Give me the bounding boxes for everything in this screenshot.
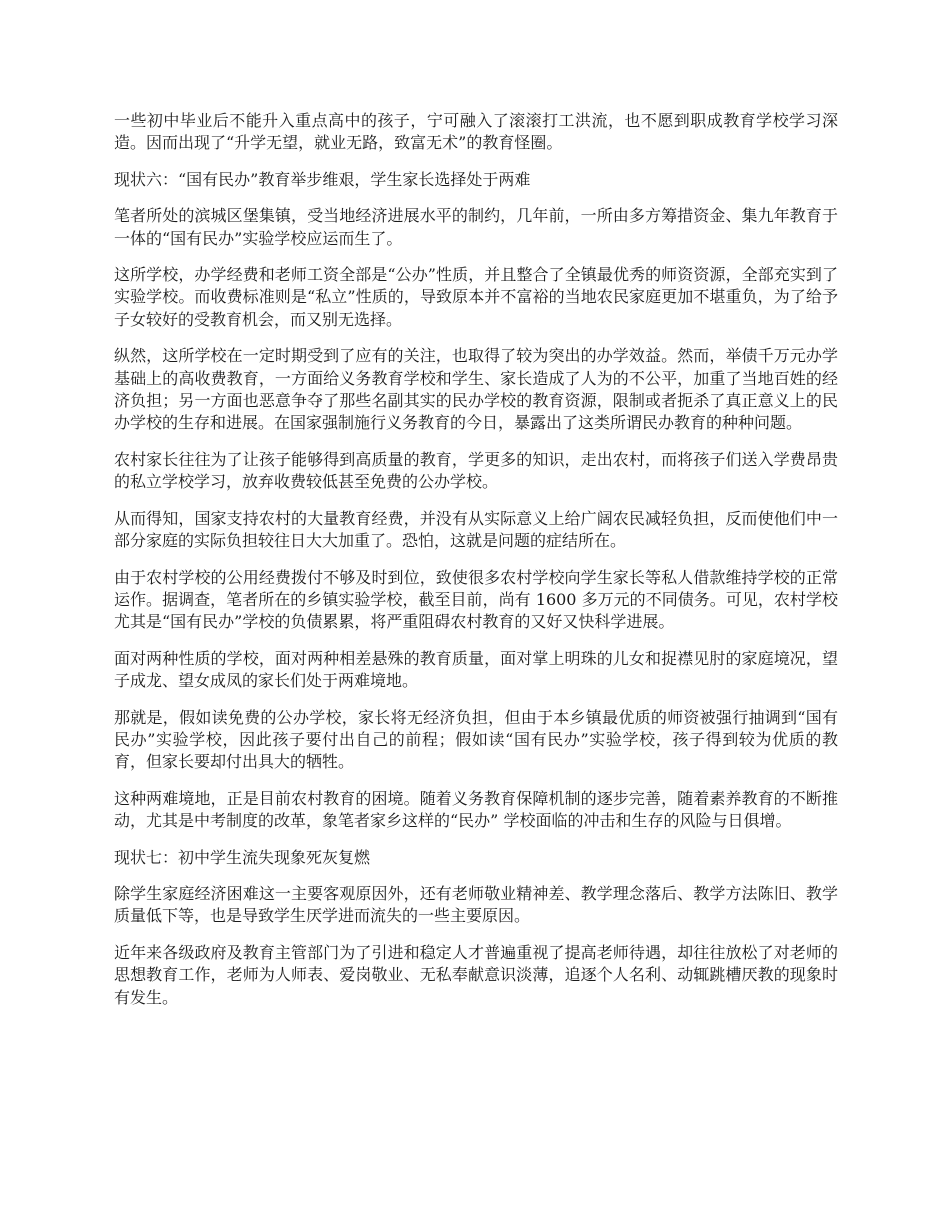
paragraph: 农村家长往往为了让孩子能够得到高质量的教育，学更多的知识，走出农村，而将孩子们送入学费昂贵的私立学校学习，放弃收费较低甚至免费的公办学校。	[114, 449, 838, 492]
section-heading: 现状七：初中学生流失现象死灰复燃	[114, 847, 371, 867]
paragraph: 一些初中毕业后不能升入重点高中的孩子，宁可融入了滚滚打工洪流，也不愿到职成教育学校学习深造。因而出现了“升学无望，就业无路，致富无术”的教育怪圈。	[114, 111, 838, 153]
paragraph: 这种两难境地，正是目前农村教育的困境。随着义务教育保障机制的逐步完善，随着素养教育的不断推动，尤其是中考制度的改革，象笔者家乡这样的“民办” 学校面临的冲击和生存的风险与日俱增。	[114, 788, 838, 831]
paragraph: 那就是，假如读免费的公办学校，家长将无经济负担，但由于本乡镇最优质的师资被强行抽调到“国有民办”实验学校，因此孩子要付出自己的前程；假如读“国有民办”实验学校，孩子得到较为优质的教育，但家长要却付出具大的牺牲。	[114, 707, 838, 772]
paragraph: 笔者所处的滨城区堡集镇，受当地经济进展水平的制约，几年前，一所由多方筹措资金、集九年教育于一体的“国有民办”实验学校应运而生了。	[114, 206, 838, 248]
paragraph: 面对两种性质的学校，面对两种相差悬殊的教育质量，面对掌上明珠的儿女和捉襟见肘的家庭境况，望子成龙、望女成凤的家长们处于两难境地。	[114, 648, 838, 691]
section-heading: 现状六：“国有民办”教育举步维艰，学生家长选择处于两难	[114, 169, 531, 189]
paragraph: 从而得知，国家支持农村的大量教育经费，并没有从实际意义上给广阔农民减轻负担，反而使他们中一部分家庭的实际负担较往日大大加重了。恐怕，这就是问题的症结所在。	[114, 508, 838, 551]
paragraph: 纵然，这所学校在一定时期受到了应有的关注，也取得了较为突出的办学效益。然而，举债千万元办学基础上的高收费教育，一方面给义务教育学校和学生、家长造成了人为的不公平，加重了当地百姓的经济负担；另一方面也恶意争夺了那些名副其实的民办学校的教育资源，限制或者扼杀了真正意义上的民办学校的生存和进展。在国家强制施行义务教育的今日，暴露出了这类所谓民办教育的种种问题。	[114, 346, 838, 433]
paragraph: 由于农村学校的公用经费拨付不够及时到位，致使很多农村学校向学生家长等私人借款维持学校的正常运作。据调查，笔者所在的乡镇实验学校，截至目前，尚有 1600 多万元的不同债务。可见，农村学校尤其是“国有民办”学校的负债累累，将严重阻碍农村教育的又好又快科学进展。	[114, 567, 838, 632]
paragraph: 除学生家庭经济困难这一主要客观原因外，还有老师敬业精神差、教学理念落后、教学方法陈旧、教学质量低下等，也是导致学生厌学进而流失的一些主要原因。	[114, 883, 838, 926]
paragraph: 这所学校，办学经费和老师工资全部是“公办”性质，并且整合了全镇最优秀的师资资源，全部充实到了实验学校。而收费标准则是“私立”性质的，导致原本并不富裕的当地农民家庭更加不堪重负，为了给予子女较好的受教育机会，而又别无选择。	[114, 265, 838, 329]
document-body	[114, 110, 838, 1023]
paragraph: 近年来各级政府及教育主管部门为了引进和稳定人才普遍重视了提高老师待遇，却往往放松了对老师的思想教育工作，老师为人师表、爱岗敬业、无私奉献意识淡薄，追逐个人名利、动辄跳槽厌教的现象时有发生。	[114, 942, 838, 1007]
